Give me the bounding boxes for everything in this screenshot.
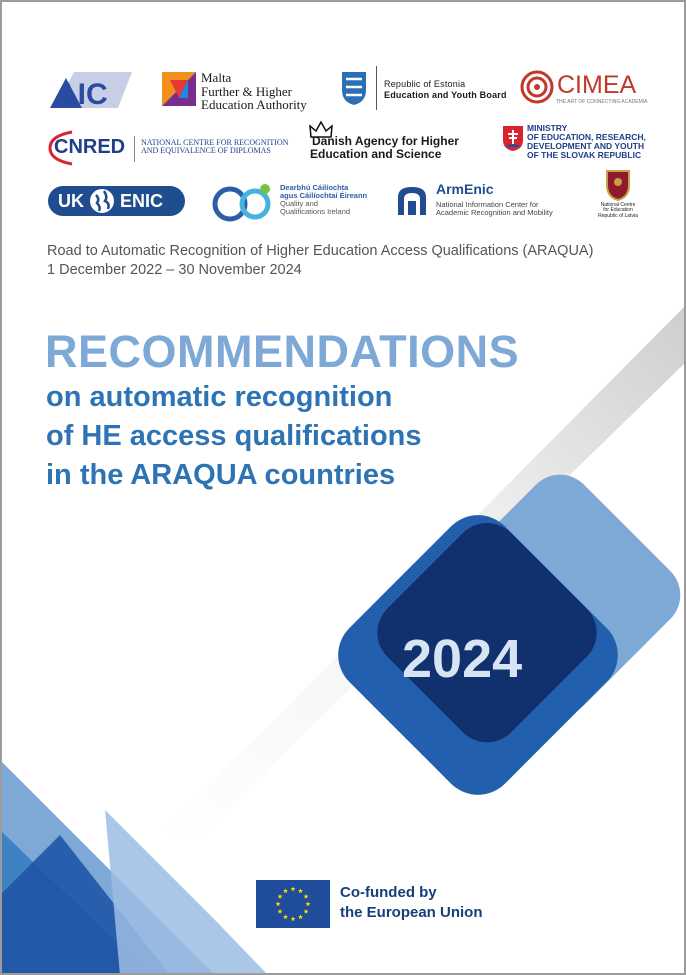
cimea-logo-text: CIMEA xyxy=(557,71,637,99)
cnred-logo-name: CNRED xyxy=(54,136,126,158)
latvia-logo-text: National Centre for Education Republic of Latvia xyxy=(598,202,638,219)
eu-star xyxy=(276,901,281,906)
malta-logo-text: Malta Further & Higher Education Authority xyxy=(201,70,307,113)
armenic-logo-name: ArmEnic xyxy=(436,181,494,197)
eu-star xyxy=(291,916,296,921)
eu-star xyxy=(298,914,303,919)
eu-stars-icon xyxy=(256,880,330,928)
cimea-logo-mark xyxy=(519,69,555,105)
ukenic-logo: UK ENIC xyxy=(48,186,185,216)
svg-text:AIC: AIC xyxy=(56,78,108,110)
eu-star xyxy=(283,914,288,919)
estonia-logo-text: Republic of Estonia Education and Youth Board xyxy=(384,79,507,101)
eu-flag xyxy=(256,880,330,928)
estonia-coat-of-arms xyxy=(340,70,368,106)
cnred-logo-text: NATIONAL CENTRE FOR RECOGNITION AND EQUIVALENCE OF DIPLOMAS xyxy=(141,138,289,156)
document-subtitle-line-1: on automatic recognition xyxy=(46,381,393,413)
slovak-ministry-text: MINISTRY OF EDUCATION, RESEARCH, DEVELOPMENT AND YOUTH OF THE SLOVAK REPUBLIC xyxy=(527,123,646,160)
publication-year: 2024 xyxy=(402,629,523,689)
eu-cofunded-line-2: the European Union xyxy=(340,904,483,921)
cnred-divider xyxy=(134,136,135,162)
qqi-logo-mark xyxy=(210,180,276,228)
document-title: RECOMMENDATIONS xyxy=(45,326,520,377)
malta-logo-mark xyxy=(162,72,196,106)
eu-star xyxy=(291,886,296,891)
armenic-logo-text: National Information Center for Academic Recognition and Mobility xyxy=(436,200,553,217)
cimea-tagline: THE ART OF CONNECTING ACADEMIA xyxy=(556,99,648,105)
aic-logo xyxy=(48,70,140,110)
eu-star xyxy=(298,888,303,893)
estonia-divider xyxy=(376,66,377,110)
eu-star xyxy=(278,894,283,899)
document-subtitle-line-3: in the ARAQUA countries xyxy=(46,459,396,491)
eu-star xyxy=(278,909,283,914)
project-dates: 1 December 2022 – 30 November 2024 xyxy=(47,262,302,278)
eu-star xyxy=(304,894,309,899)
latvia-coat-of-arms xyxy=(604,169,632,201)
eu-star xyxy=(306,901,311,906)
globe-icon xyxy=(88,187,116,215)
armenic-logo-mark xyxy=(394,183,430,219)
project-name: Road to Automatic Recognition of Higher Education Access Qualifications (ARAQUA) xyxy=(47,243,594,259)
slovak-coat-of-arms xyxy=(502,125,524,152)
danish-agency-text: Danish Agency for Higher Education and Science xyxy=(310,134,459,161)
qqi-logo-text: Dearbhú Cáilíochta agus Cáilíochtaí Éireann Quality and Qualifications Ireland xyxy=(280,183,368,216)
eu-star xyxy=(283,888,288,893)
document-subtitle-line-2: of HE access qualifications xyxy=(46,420,422,452)
eu-star xyxy=(304,909,309,914)
eu-cofunded-line-1: Co-funded by xyxy=(340,884,437,901)
